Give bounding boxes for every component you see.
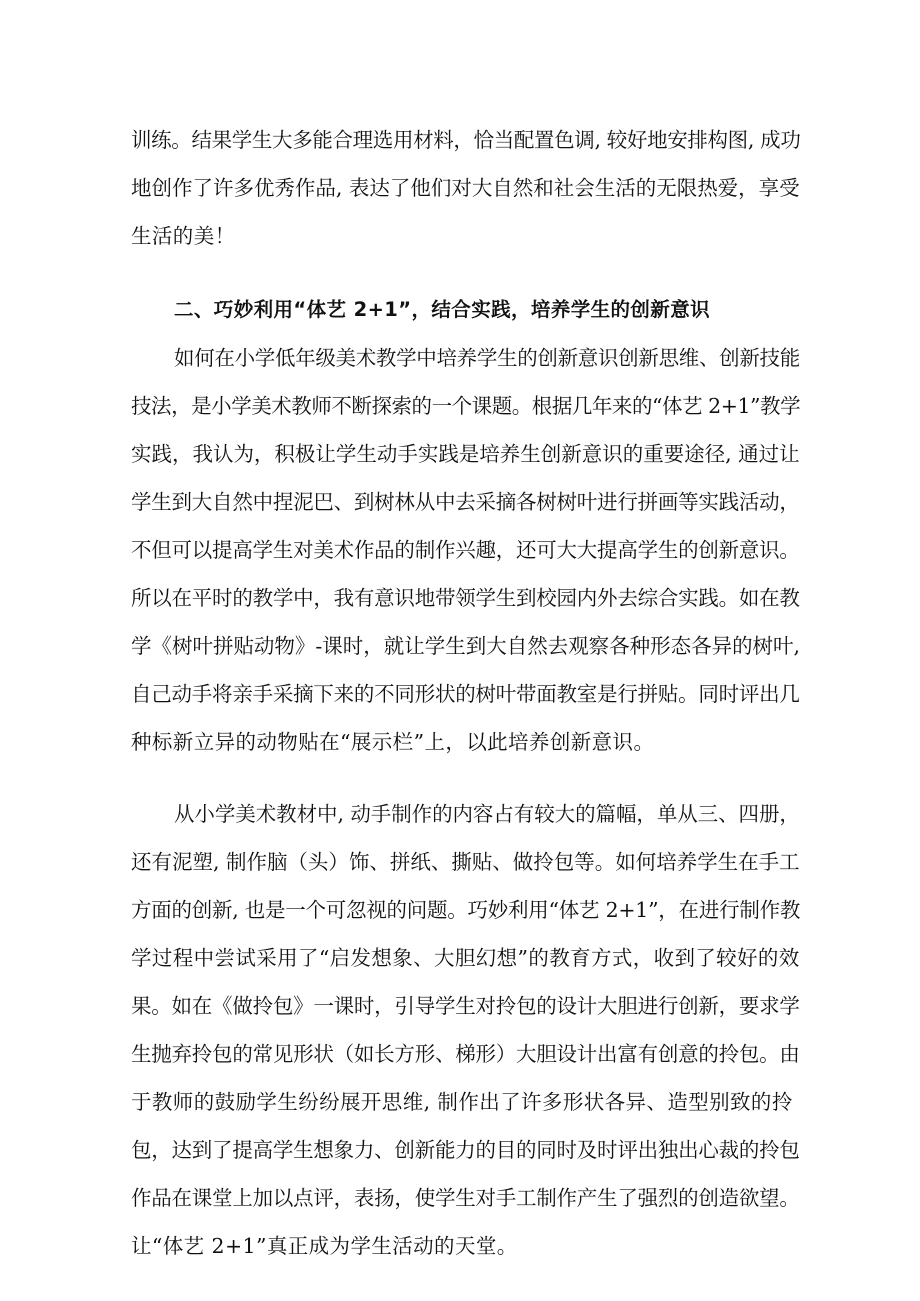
paragraph-1-line: 如何在小学低年级美术教学中培养学生的创新意识创新思维、创新技能 — [174, 346, 800, 370]
paragraph-2-line: 包，达到了提高学生想象力、创新能力的目的同时及时评出独出心裁的拎包 — [131, 1138, 800, 1162]
paragraph-2-line: 方面的创新, 也是一个可忽视的问题。巧妙利用“体艺 2+1”，在进行制作教 — [131, 898, 801, 922]
paragraph-1-line: 技法，是小学美术教师不断探索的一个课题。根据几年来的“体艺 2+1”教学 — [131, 394, 801, 418]
paragraph-2-line: 还有泥塑, 制作脑（头）饰、拼纸、撕贴、做拎包等。如何培养学生在手工 — [131, 850, 800, 874]
paragraph-2-line: 学过程中尝试采用了“启发想象、大胆幻想”的教育方式，收到了较好的效 — [131, 946, 800, 970]
section-heading: 二、巧妙利用“体艺 2+1”，结合实践，培养学生的创新意识 — [174, 298, 710, 321]
paragraph-2-line: 生抛弃拎包的常见形状（如长方形、梯形）大胆设计出富有创意的拎包。由 — [131, 1042, 800, 1066]
paragraph-1-line: 自己动手将亲手采摘下来的不同形状的树叶带面教室是行拼贴。同时评出几 — [131, 682, 800, 706]
paragraph-2-line: 于教师的鼓励学生纷纷展开思维, 制作出了许多形状各异、造型别致的拎 — [131, 1090, 793, 1114]
paragraph-2-line: 从小学美术教材中, 动手制作的内容占有较大的篇幅，单从三、四册， — [174, 802, 800, 826]
text-line: 生活的美！ — [131, 224, 236, 248]
paragraph-2-line: 果。如在《做拎包》一课时，引导学生对拎包的设计大胆进行创新，要求学 — [131, 994, 800, 1018]
paragraph-1-line: 学《树叶拼贴动物》-课时，就让学生到大自然去观察各种形态各异的树叶, — [131, 634, 801, 658]
paragraph-1-line: 学生到大自然中捏泥巴、到树林从中去采摘各树树叶进行拼画等实践活动， — [131, 490, 800, 514]
paragraph-1-line: 不但可以提高学生对美术作品的制作兴趣，还可大大提高学生的创新意识。 — [131, 538, 800, 562]
paragraph-1-line: 实践，我认为，积极让学生动手实践是培养生创新意识的重要途径, 通过让 — [131, 442, 800, 466]
text-line: 地创作了许多优秀作品, 表达了他们对大自然和社会生活的无限热爱，享受 — [131, 176, 800, 200]
text-line: 训练。结果学生大多能合理选用材料，恰当配置色调, 较好地安排构图, 成功 — [131, 128, 801, 152]
paragraph-2-line: 作品在课堂上加以点评，表扬，使学生对手工制作产生了强烈的创造欲望。 — [131, 1186, 800, 1210]
paragraph-1-line: 种标新立异的动物贴在“展示栏”上，以此培养创新意识。 — [131, 730, 655, 754]
paragraph-1-line: 所以在平时的教学中，我有意识地带领学生到校园内外去综合实践。如在教 — [131, 586, 800, 610]
paragraph-2-line: 让“体艺 2+1”真正成为学生活动的天堂。 — [131, 1234, 518, 1258]
